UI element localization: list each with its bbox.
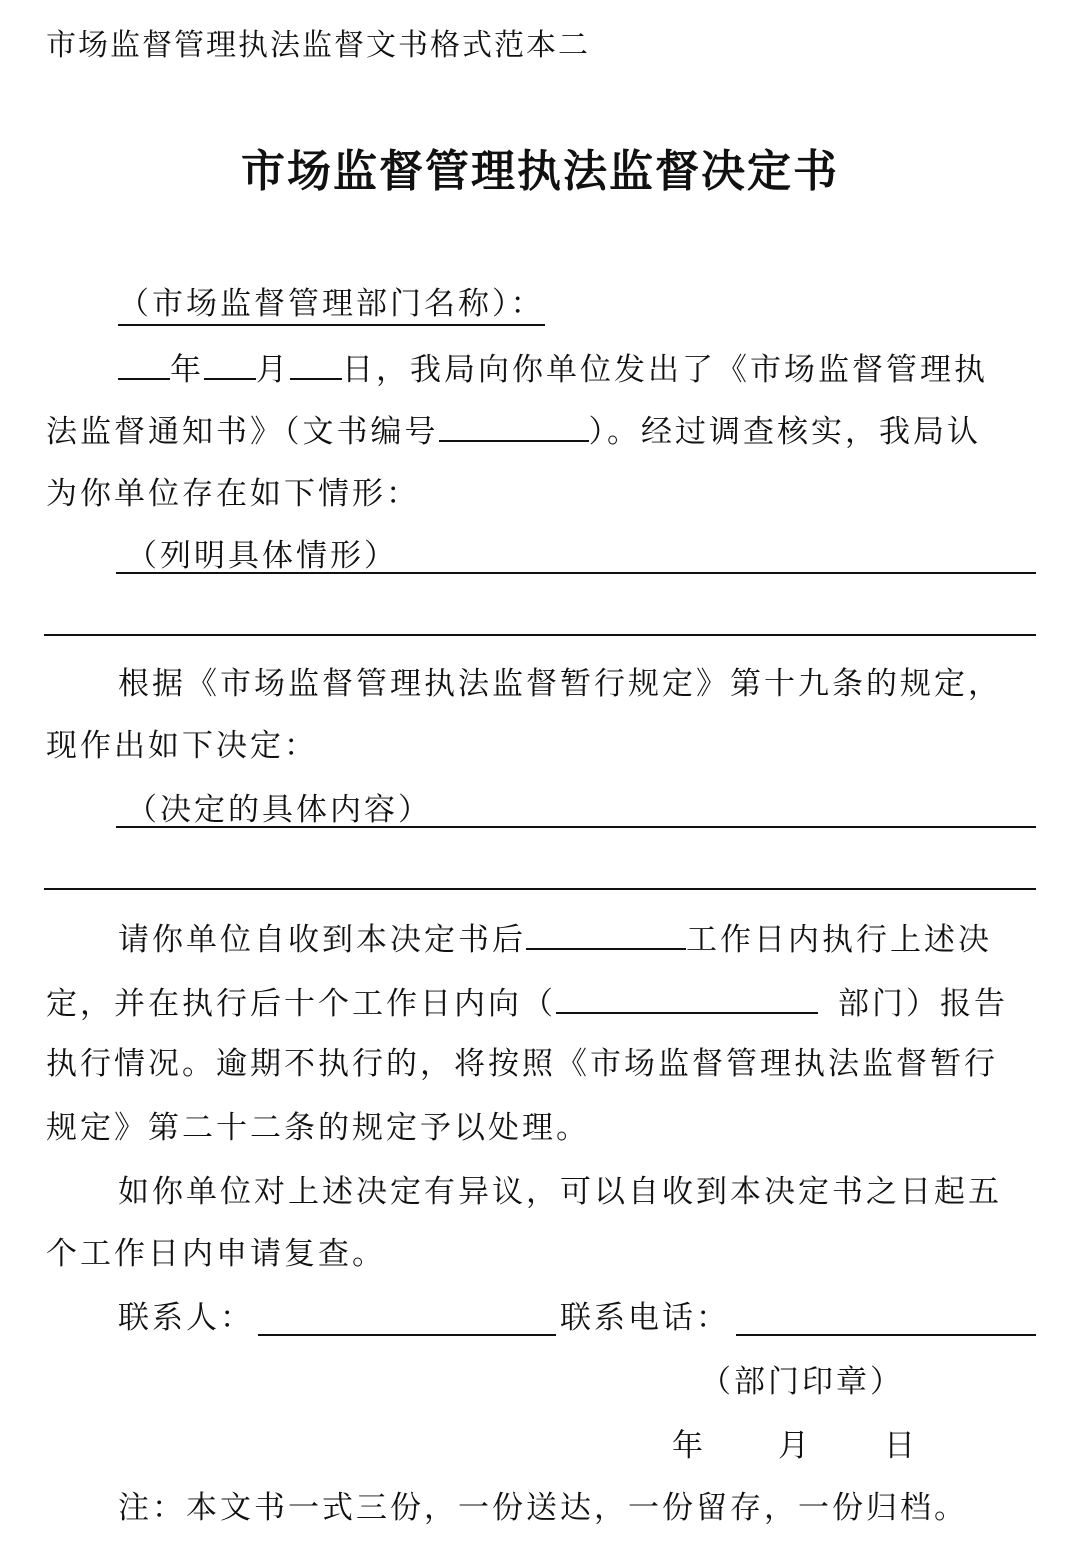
contact-person-field[interactable] (258, 1334, 556, 1336)
addressee-field[interactable]: （市场监督管理部门名称）： (118, 286, 545, 326)
date-day: 日 (884, 1428, 918, 1464)
p3-line2 (46, 982, 1008, 1024)
working-days-blank[interactable] (526, 918, 686, 950)
situation-placeholder: （列明具体情形） (126, 538, 398, 574)
series-header: 市场监督管理执法监督文书格式范本二 (46, 28, 590, 63)
contact-person-label: 联系人： (118, 1300, 254, 1336)
p2-line2: 现作出如下决定： (46, 728, 318, 764)
p1-line2 (46, 410, 981, 452)
p3-line2-text-b: 部门）报告 (838, 986, 1008, 1022)
month-blank[interactable] (204, 348, 256, 380)
p4-line1: 如你单位对上述决定有异议，可以自收到本决定书之日起五 (118, 1174, 1002, 1210)
p1-line2-text-a: 法监督通知书》（文书编号 (46, 414, 439, 450)
decision-placeholder: （决定的具体内容） (126, 792, 432, 828)
p3-line4: 规定》第二十二条的规定予以处理。 (46, 1110, 590, 1146)
contact-phone-field[interactable] (736, 1334, 1036, 1336)
decision-line-1[interactable] (116, 826, 1036, 828)
p2-line1: 根据《市场监督管理执法监督暂行规定》第十九条的规定， (118, 666, 1002, 702)
year-label: 年 (170, 352, 204, 388)
p1-line3: 为你单位存在如下情形： (46, 476, 420, 512)
document-number-blank[interactable] (439, 410, 589, 442)
year-blank[interactable] (118, 348, 170, 380)
month-label: 月 (256, 352, 290, 388)
footnote: 注：本文书一式三份，一份送达，一份留存，一份归档。 (118, 1490, 968, 1526)
p3-line1 (118, 918, 992, 960)
p1-line1-text: 日，我局向你单位发出了《市场监督管理执 (342, 352, 988, 388)
day-blank[interactable] (290, 348, 342, 380)
department-seal: （部门印章） (700, 1364, 904, 1400)
date-month: 月 (778, 1428, 812, 1464)
decision-line-2[interactable] (44, 888, 1036, 890)
contact-phone-label: 联系电话： (560, 1300, 730, 1336)
situation-line-1[interactable] (116, 572, 1036, 574)
p1-line2-text-b: ）。经过调查核实，我局认 (588, 414, 981, 450)
date-year: 年 (672, 1428, 706, 1464)
p1-line1 (118, 348, 988, 390)
p3-line3: 执行情况。逾期不执行的，将按照《市场监督管理执法监督暂行 (46, 1046, 998, 1082)
p4-line2: 个工作日内申请复查。 (46, 1236, 386, 1272)
p3-line1-text-a: 请你单位自收到本决定书后 (118, 922, 526, 958)
p3-line2-text-a: 定，并在执行后十个工作日内向（ (46, 986, 556, 1022)
addressee-line (118, 284, 545, 324)
department-blank[interactable] (556, 982, 818, 1014)
situation-line-2[interactable] (44, 634, 1036, 636)
p3-line1-text-b: 工作日内执行上述决 (686, 922, 992, 958)
document-title: 市场监督管理执法监督决定书 (241, 146, 839, 197)
